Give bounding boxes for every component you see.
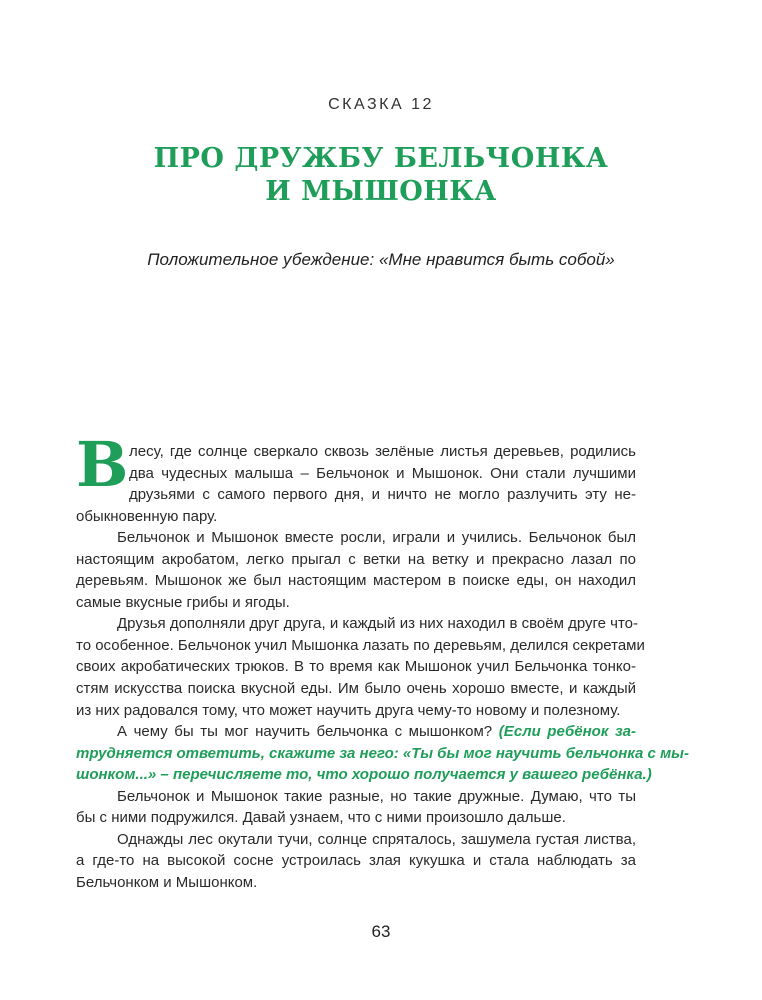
- story-line: [76, 613, 639, 635]
- story-line: [76, 872, 636, 894]
- chapter-title-line: ПРО ДРУЖБУ БЕЛЬЧОНКА: [153, 143, 609, 174]
- chapter-label: СКАЗКА 12: [328, 96, 434, 113]
- story-line: [76, 484, 636, 506]
- story-text: Друзья дополняли друг друга, и каждый из них находил в своём друге что-: [117, 615, 639, 633]
- story-text: Бельчонок и Мышонок вместе росли, играли и учились. Бельчонок был: [117, 529, 636, 547]
- positive-belief-subtitle: Положительное убеждение: «Мне нравится быть собой»: [147, 250, 615, 269]
- story-text: а где-то на высокой сосне устроилась злая кукушка и стала наблюдать за: [76, 852, 636, 870]
- story-text: из них радовался тому, что может научить друга чему-то новому и полезному.: [76, 701, 621, 719]
- story-line: [76, 592, 636, 614]
- story-text: бы с ними подружился. Давай узнаем, что с ними произошло дальше.: [76, 809, 566, 827]
- parent-hint-text: трудняется ответить, скажите за него: «Ты бы мог научить бельчонка с мы-: [76, 744, 689, 762]
- story-line: [76, 463, 636, 485]
- story-line: [76, 656, 636, 678]
- story-line: [76, 506, 636, 528]
- story-text: Однажды лес окутали тучи, солнце спряталось, зашумела густая листва,: [117, 830, 636, 848]
- story-text: своих акробатических трюков. В то время как Мышонок учил Бельчонка тонко-: [76, 658, 636, 676]
- story-line: [76, 721, 636, 743]
- story-line: [76, 850, 636, 872]
- story-line: [76, 635, 645, 657]
- story-line: [76, 786, 636, 808]
- story-text: деревьям. Мышонок же был настоящим мастером в поиске еды, он находил: [76, 572, 636, 590]
- story-line: [76, 829, 636, 851]
- parent-hint-text: шонком...» – перечисляете то, что хорошо получается у вашего ребёнка.): [76, 766, 652, 784]
- story-line: [76, 527, 636, 549]
- page-number: 63: [371, 922, 391, 941]
- story-text: обыкновенную пару.: [76, 507, 218, 525]
- story-line: [76, 807, 636, 829]
- story-text: друзьями с самого первого дня, и ничто не могло разлучить эту не-: [129, 486, 636, 504]
- story-line: [76, 700, 636, 722]
- chapter-title-line: И МЫШОНКА: [265, 176, 497, 207]
- story-text: Бельчонок и Мышонок такие разные, но такие дружные. Думаю, что ты: [117, 787, 636, 805]
- story-line: [76, 743, 689, 765]
- story-line: [76, 570, 636, 592]
- story-text: самые вкусные грибы и ягоды.: [76, 593, 290, 611]
- story-text: настоящим акробатом, легко прыгал с ветки на ветку и прекрасно лазал по: [76, 550, 636, 568]
- story-text: два чудесных малыша – Бельчонок и Мышонок. Они стали лучшими: [129, 464, 636, 482]
- drop-cap: В: [76, 428, 129, 501]
- story-body: [76, 441, 689, 893]
- story-line: [76, 678, 636, 700]
- parent-hint-text: (Если ребёнок за-: [498, 723, 637, 741]
- story-text: лесу, где солнце сверкало сквозь зелёные листья деревьев, родились: [129, 443, 636, 460]
- story-line: [76, 764, 652, 786]
- story-line: [76, 549, 636, 571]
- story-text: Бельчонком и Мышонком.: [76, 873, 258, 891]
- story-text: А чему бы ты мог научить бельчонка с мышонком?: [117, 723, 499, 741]
- story-line: [76, 441, 636, 463]
- story-text: то особенное. Бельчонок учил Мышонка лазать по деревьям, делился секретами: [76, 636, 645, 654]
- chapter-title: [0, 142, 762, 208]
- story-text: стям искусства поиска вкусной еды. Им было очень хорошо вместе, и каждый: [76, 680, 636, 698]
